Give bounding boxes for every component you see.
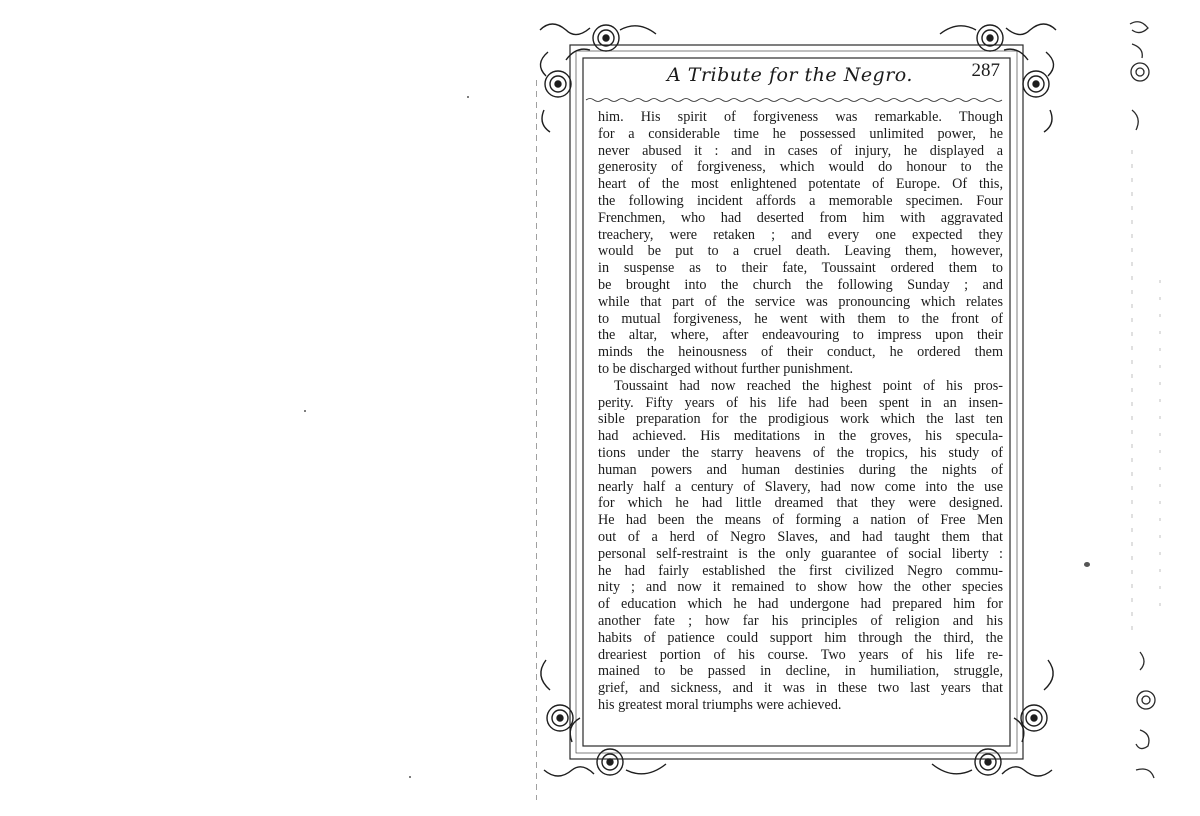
text-line: sible preparation for the prodigious work which the last ten bbox=[598, 411, 1003, 428]
text-line: he had fairly established the first civilized Negro commu- bbox=[598, 562, 1003, 579]
text-line: Toussaint had now reached the highest point of his pros- bbox=[614, 377, 1003, 394]
text-line: personal self-restraint is the only guarantee of social liberty : bbox=[598, 545, 1003, 562]
text-line: him. His spirit of forgiveness was remarkable. Though bbox=[598, 109, 1003, 125]
text-line: another fate ; how far his principles of religion and his bbox=[598, 612, 1003, 629]
text-line: for which he had little dreamed that they were designed. bbox=[598, 495, 1003, 512]
text-line: be brought into the church the following Sunday ; and bbox=[598, 276, 1003, 293]
text-line: to be discharged without further punishment. bbox=[598, 360, 854, 377]
text-line: had achieved. His meditations in the groves, his specula- bbox=[598, 428, 1003, 445]
text-line: to mutual forgiveness, he went with them to the front of bbox=[598, 310, 1003, 327]
text-line: heart of the most enlightened potentate of Europe. Of this, bbox=[598, 176, 1003, 193]
text-line: tions under the starry heavens of the tropics, his study of bbox=[598, 444, 1003, 461]
text-line: nearly half a century of Slavery, had now come into the use bbox=[598, 478, 1003, 495]
text-line: human powers and human destinies during the nights of bbox=[598, 461, 1003, 478]
text-line: mained to be passed in decline, in humiliation, struggle, bbox=[598, 663, 1003, 680]
text-line: nity ; and now it remained to show how the other species bbox=[598, 579, 1003, 596]
text-line: He had been the means of forming a nation of Free Men bbox=[598, 512, 1003, 529]
text-line: the following incident affords a memorable specimen. Four bbox=[598, 192, 1003, 209]
paragraph bbox=[598, 378, 1003, 714]
text-line: of education which he had undergone had prepared him for bbox=[598, 596, 1003, 613]
page-number: 287 bbox=[971, 60, 1000, 81]
text-line: habits of patience could support him through the third, the bbox=[598, 629, 1003, 646]
text-line: while that part of the service was pronouncing which relates bbox=[598, 293, 1003, 310]
text-line: would be put to a cruel death. Leaving them, however, bbox=[598, 243, 1003, 260]
text-line: the altar, where, after endeavouring to impress upon their bbox=[598, 327, 1003, 344]
text-line: dreariest portion of his course. Two years of his life re- bbox=[598, 646, 1003, 663]
text-line: never abused it : and in cases of injury, he displayed a bbox=[598, 142, 1003, 159]
next-page-ornament-fragments bbox=[1130, 22, 1155, 778]
text-line: in suspense as to their fate, Toussaint ordered them to bbox=[598, 260, 1003, 277]
running-head: A Tribute for the Negro. bbox=[667, 64, 913, 86]
text-line: grief, and sickness, and it was in these two last years that bbox=[598, 680, 1003, 697]
text-line: for a considerable time he possessed unlimited power, he bbox=[598, 125, 1003, 142]
text-line: minds the heinousness of their conduct, he ordered them bbox=[598, 344, 1003, 361]
text-line: Frenchmen, who had deserted from him with aggravated bbox=[598, 209, 1003, 226]
text-line: his greatest moral triumphs were achieved. bbox=[598, 696, 842, 713]
text-line: perity. Fifty years of his life had been spent in an insen- bbox=[598, 394, 1003, 411]
body-text bbox=[598, 109, 1003, 714]
text-line: generosity of forgiveness, which would do honour to the bbox=[598, 159, 1003, 176]
text-line: treachery, were retaken ; and every one expected they bbox=[598, 226, 1003, 243]
text-line: out of a herd of Negro Slaves, and had taught them that bbox=[598, 528, 1003, 545]
paragraph bbox=[598, 109, 1003, 378]
